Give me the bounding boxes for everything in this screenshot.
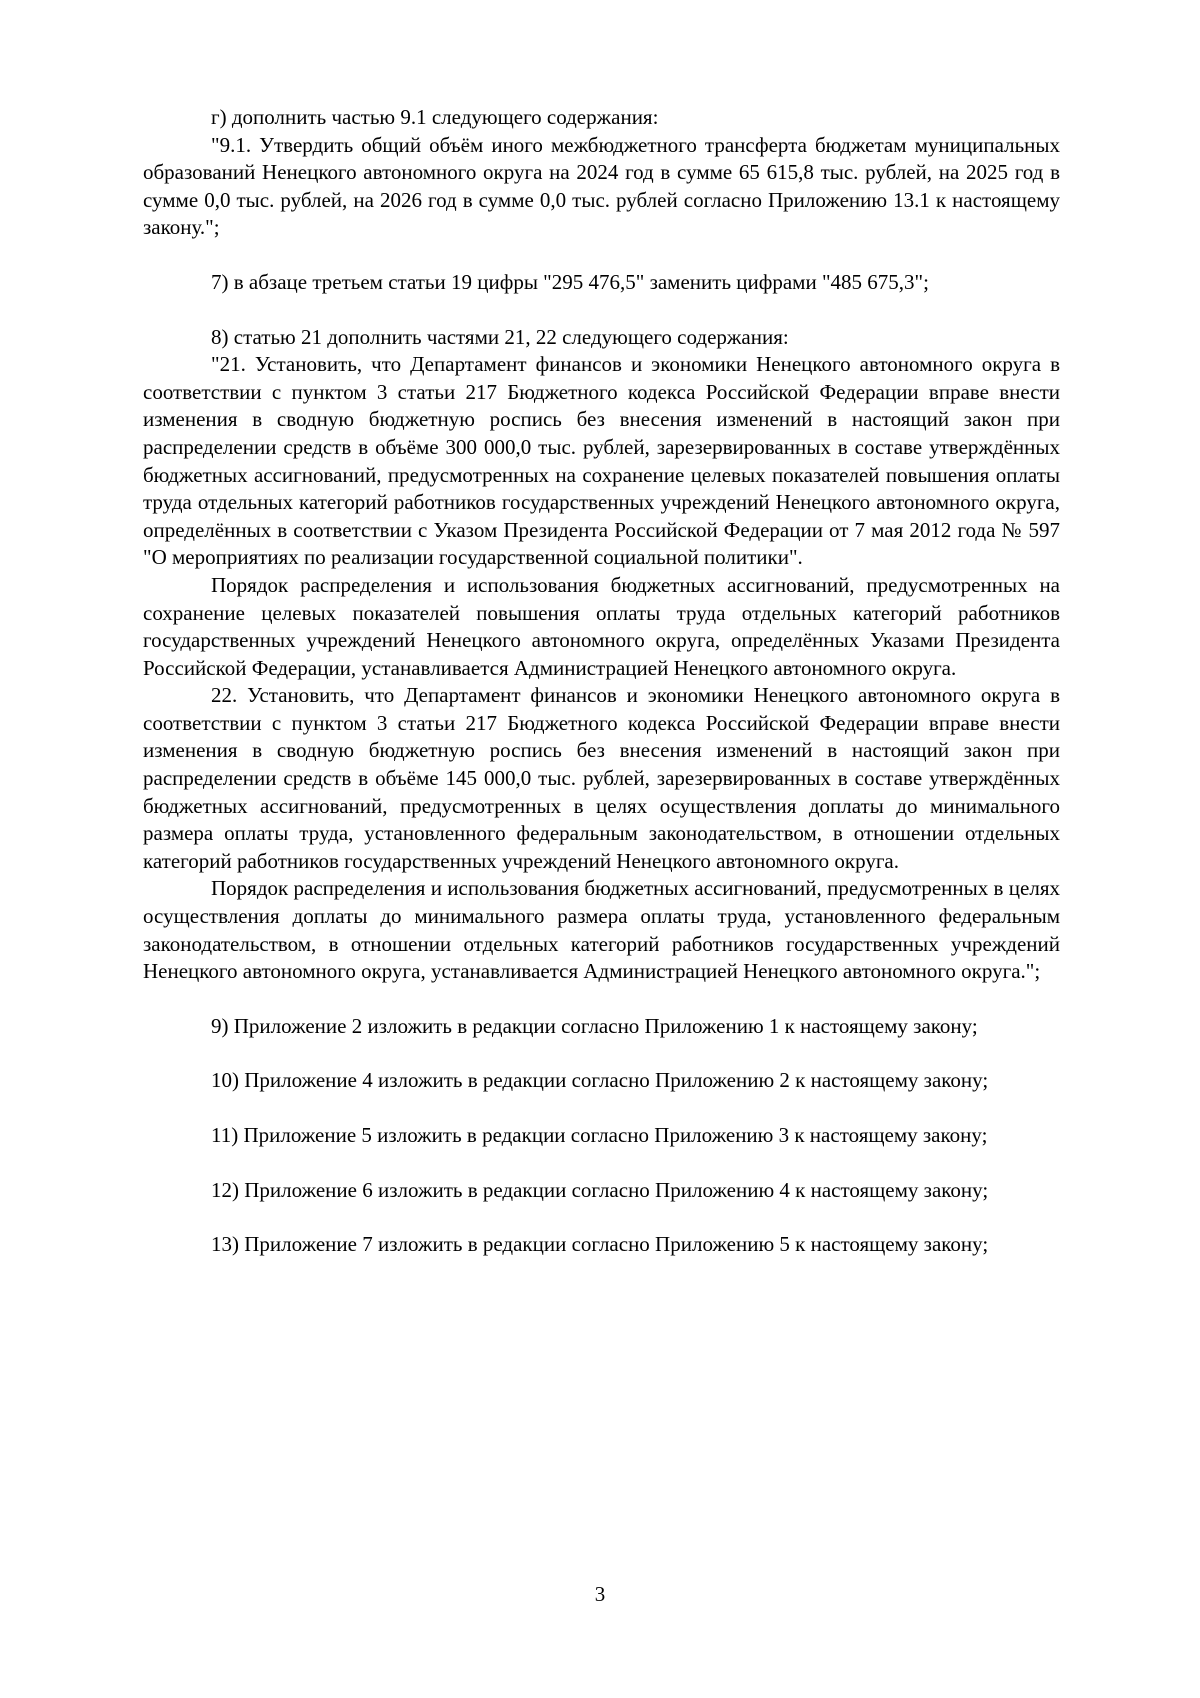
paragraph-item-12: 12) Приложение 6 изложить в редакции согласно Приложению 4 к настоящему закону; — [211, 1177, 989, 1202]
page-number: 3 — [594, 1582, 606, 1606]
paragraph-item-10: 10) Приложение 4 изложить в редакции согласно Приложению 2 к настоящему закону; — [211, 1068, 989, 1093]
paragraph-item-9: 9) Приложение 2 изложить в редакции согласно Приложению 1 к настоящему закону; — [211, 1013, 978, 1038]
paragraph-part-22-procedure: Порядок распределения и использования бюджетных ассигнований, предусмотренных в целях осуществления доплаты до минимального размера оплаты труда, установленного федеральным законодательством, в отношении отдельных категорий работников государственных учреждений Ненецкого автономного округа, устанавливается Администрацией Ненецкого автономного округа."; — [143, 876, 1060, 984]
paragraph-part-21: "21. Установить, что Департамент финансов и экономики Ненецкого автономного округа в соответствии с пунктом 3 статьи 217 Бюджетного кодекса Российской Федерации вправе внести изменения в сводную бюджетную роспись без внесения изменений в настоящий закон при распределении средств в объёме 300 000,0 тыс. рублей, зарезервированных в составе утверждённых бюджетных ассигнований, предусмотренных на сохранение целевых показателей повышения оплаты труда отдельных категорий работников государственных учреждений Ненецкого автономного округа, определённых в соответствии с Указом Президента Российской Федерации от 7 мая 2012 года № 597 "О мероприятиях по реализации государственной социальной политики". — [143, 352, 1060, 570]
paragraph-part-9-1: "9.1. Утвердить общий объём иного межбюджетного трансферта бюджетам муниципальных образований Ненецкого автономного округа на 2024 год в сумме 65 615,8 тыс. рублей, на 2025 год в сумме 0,0 тыс. рублей, на 2026 год в сумме 0,0 тыс. рублей согласно Приложению 13.1 к настоящему закону."; — [143, 132, 1060, 240]
paragraph-part-21-procedure: Порядок распределения и использования бюджетных ассигнований, предусмотренных на сохранение целевых показателей повышения оплаты труда отдельных категорий работников государственных учреждений Ненецкого автономного округа, определённых Указами Президента Российской Федерации, устанавливается Администрацией Ненецкого автономного округа. — [143, 572, 1060, 680]
paragraph-item-8: 8) статью 21 дополнить частями 21, 22 следующего содержания: — [211, 324, 789, 349]
paragraph-item-13: 13) Приложение 7 изложить в редакции согласно Приложению 5 к настоящему закону; — [211, 1232, 989, 1257]
paragraph-item-11: 11) Приложение 5 изложить в редакции согласно Приложению 3 к настоящему закону; — [211, 1123, 988, 1147]
paragraph-item-7: 7) в абзаце третьем статьи 19 цифры "295 476,5" заменить цифрами "485 675,3"; — [211, 269, 929, 294]
paragraph-item-g: г) дополнить частью 9.1 следующего содержания: — [211, 105, 659, 129]
paragraph-part-22: 22. Установить, что Департамент финансов и экономики Ненецкого автономного округа в соответствии с пунктом 3 статьи 217 Бюджетного кодекса Российской Федерации вправе внести изменения в сводную бюджетную роспись без внесения изменений в настоящий закон при распределении средств в объёме 145 000,0 тыс. рублей, зарезервированных в составе утверждённых бюджетных ассигнований, предусмотренных в целях осуществления доплаты до минимального размера оплаты труда, установленного федеральным законодательством, в отношении отдельных категорий работников государственных учреждений Ненецкого автономного округа. — [143, 683, 1060, 873]
document-body — [143, 104, 1060, 1259]
